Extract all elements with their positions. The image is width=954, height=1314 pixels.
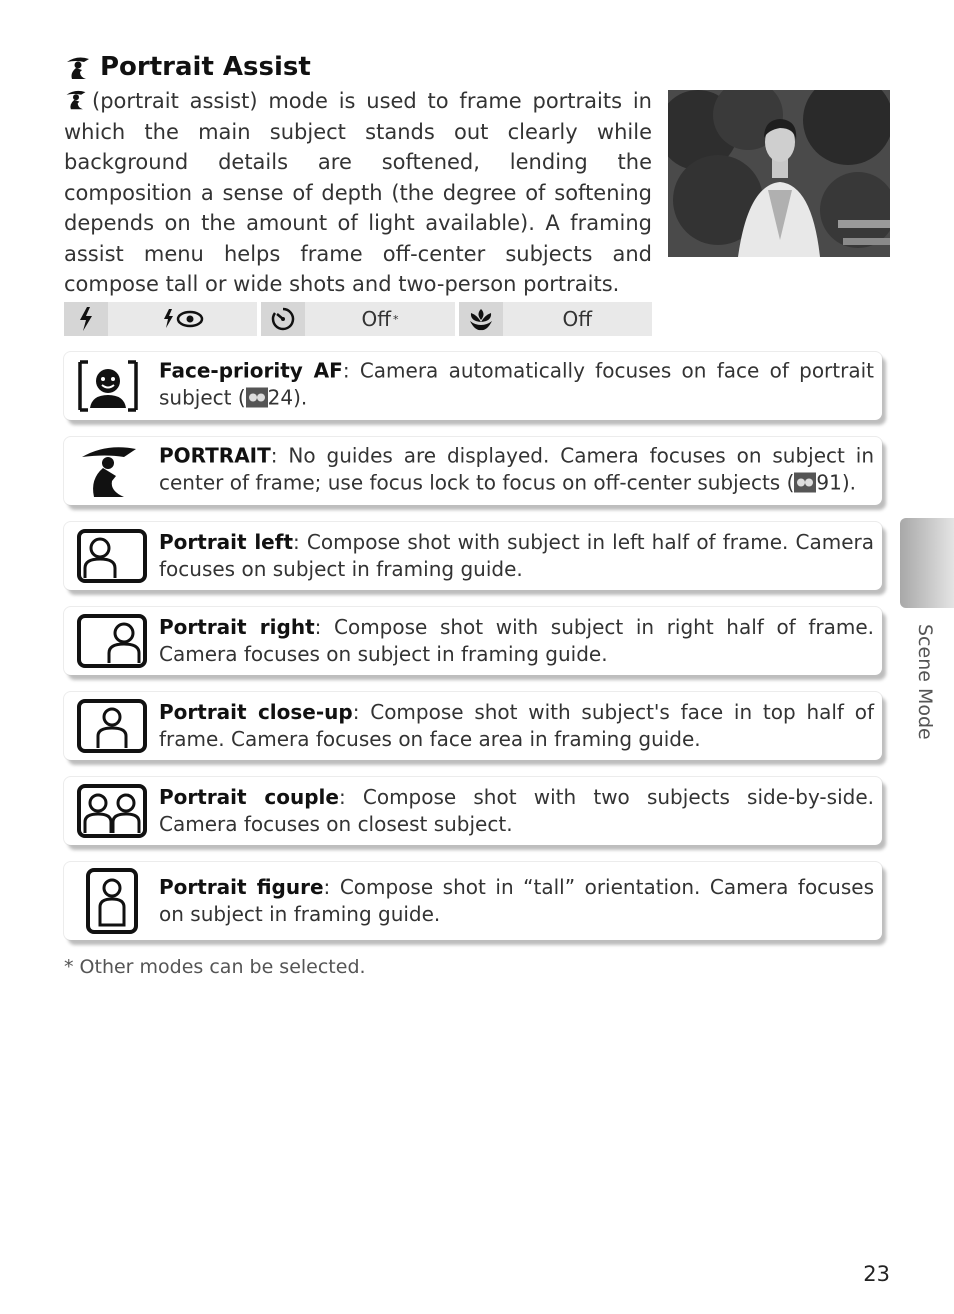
title-text: Portrait Assist bbox=[100, 52, 311, 82]
mode-name: PORTRAIT bbox=[159, 443, 271, 468]
portrait-right-icon bbox=[76, 613, 148, 669]
macro-setting bbox=[459, 302, 652, 336]
flash-setting bbox=[64, 302, 257, 336]
intro-text: (portrait assist) mode is used to frame portraits in which the main subject stands out clearly while background details are softened, lending the composition a sense of depth (the degree of softening depends on the amount of light available). A framing assist menu helps frame off-center subjects and compose tall or wide shots and two-person portraits. bbox=[64, 89, 652, 296]
mode-description: Portrait couple: Compose shot with two subjects side-by-side. Camera focuses on closest subject. bbox=[159, 785, 874, 836]
face-priority-icon bbox=[76, 358, 140, 414]
portrait-close-up-icon bbox=[76, 698, 148, 754]
portrait-icon bbox=[76, 443, 140, 499]
mode-description: Portrait close-up: Compose shot with subject's face in top half of frame. Camera focuses on face area in framing guide. bbox=[159, 700, 874, 751]
self-timer-value: Off bbox=[361, 307, 391, 331]
mode-description: Portrait right: Compose shot with subject in right half of frame. Camera focuses on subject in framing guide. bbox=[159, 615, 874, 666]
mode-description: Portrait left: Compose shot with subject in left half of frame. Camera focuses on subject in framing guide. bbox=[159, 530, 874, 581]
mode-box-portrait bbox=[64, 437, 882, 505]
chapter-label: Scene Mode bbox=[914, 624, 936, 740]
mode-box-portrait-close-up bbox=[64, 692, 882, 760]
mode-box-face-priority bbox=[64, 352, 882, 420]
mode-box-portrait-figure bbox=[64, 862, 882, 940]
mode-description: PORTRAIT: No guides are displayed. Camera focuses on subject in center of frame; use focus lock to focus on off-center subjects ( 91). bbox=[159, 443, 874, 500]
mode-name: Portrait left bbox=[159, 530, 294, 554]
chapter-tab bbox=[900, 518, 954, 608]
mode-box-portrait-right bbox=[64, 607, 882, 675]
footnote-marker: * bbox=[393, 312, 399, 326]
portrait-assist-icon bbox=[64, 87, 88, 111]
mode-description: Portrait figure: Compose shot in “tall” orientation. Camera focuses on subject in framing guide. bbox=[159, 875, 874, 926]
macro-value: Off bbox=[562, 307, 593, 331]
mode-description: Face-priority AF: Camera automatically focuses on face of portrait subject ( 24). bbox=[159, 358, 874, 415]
mode-name: Portrait right bbox=[159, 615, 315, 639]
mode-box-portrait-couple bbox=[64, 777, 882, 845]
portrait-figure-icon bbox=[76, 867, 148, 935]
page-number: 23 bbox=[863, 1262, 890, 1286]
portrait-assist-icon bbox=[64, 53, 92, 81]
mode-box-portrait-left bbox=[64, 522, 882, 590]
self-timer-icon bbox=[270, 306, 296, 332]
red-eye-flash-icon bbox=[162, 308, 204, 330]
page-title bbox=[64, 52, 311, 82]
portrait-couple-icon bbox=[76, 783, 148, 839]
footnote: * Other modes can be selected. bbox=[64, 956, 366, 978]
mode-name: Portrait close-up bbox=[159, 700, 353, 724]
macro-icon bbox=[467, 305, 495, 333]
mode-name: Portrait figure bbox=[159, 875, 324, 899]
mode-name: Face-priority AF bbox=[159, 358, 343, 383]
mode-name: Portrait couple bbox=[159, 785, 339, 809]
portrait-left-icon bbox=[76, 528, 148, 584]
page-ref-icon bbox=[246, 388, 268, 415]
sample-portrait-photo bbox=[668, 90, 890, 257]
self-timer-setting bbox=[261, 302, 454, 336]
intro-paragraph bbox=[64, 86, 652, 300]
default-settings-bar bbox=[64, 302, 652, 336]
flash-icon bbox=[77, 306, 95, 332]
page-ref-icon bbox=[794, 473, 816, 500]
